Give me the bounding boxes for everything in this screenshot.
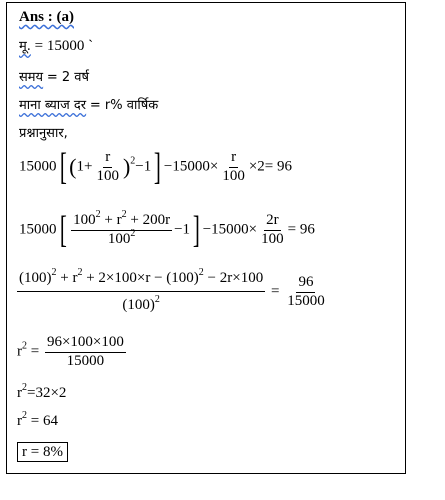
equation-4: $r^2$ = $\frac{96\times 100\times 100}{15000}$ (17, 334, 124, 369)
equation-5: $r^2=32\times 2$ (17, 382, 67, 401)
principal-line: मू. = 15000 ` (19, 38, 94, 54)
r-over-100-fraction-2: $\frac{r}{100}$ (222, 148, 245, 184)
r-squared-fraction: $\frac{96\times 100\times 100}{15000}$ (46, 334, 124, 369)
final-answer (17, 444, 68, 461)
difference-fraction: $\frac{(100)^2 + r^2 + 2\times 100\times r - (100)^2 - 2r\times 100}{(100)^2}$ (19, 267, 264, 313)
expanded-square-fraction: $\frac{100^2 + r^2 + 200r}{100^2}$ (73, 208, 171, 247)
answer-box (6, 2, 406, 474)
final-answer-box: r = 8% (17, 442, 68, 462)
equation-6: $r^2 = 64$ (17, 410, 58, 429)
answer-heading: Ans : (a) (19, 9, 74, 25)
as-per-question-line: प्रश्नानुसार, (19, 126, 68, 141)
r-over-100-fraction: $\frac{r}{100}$ (96, 148, 119, 184)
equation-3: $\frac{(100)^2 + r^2 + 2\times 100\times r - (100)^2 - 2r\times 100}{(100)^2}$ = $\frac{96}{15000}$ (19, 267, 325, 313)
equation-1: 15000[ (1+ $\frac{r}{100}$ )$^2$−1] −15000× $\frac{r}{100}$ ×2= 96 (19, 146, 292, 188)
rate-line: माना ब्याज दर = r% वार्षिक (19, 98, 159, 113)
2r-over-100-fraction: $\frac{2r}{100}$ (261, 211, 284, 247)
equation-2: 15000[ $\frac{100^2 + r^2 + 200r}{100^2}$ −1] −15000× $\frac{2r}{100}$ = 96 (19, 208, 315, 251)
96-over-15000-fraction: $\frac{96}{15000}$ (287, 274, 325, 309)
time-line: समय = 2 वर्ष (19, 70, 90, 85)
